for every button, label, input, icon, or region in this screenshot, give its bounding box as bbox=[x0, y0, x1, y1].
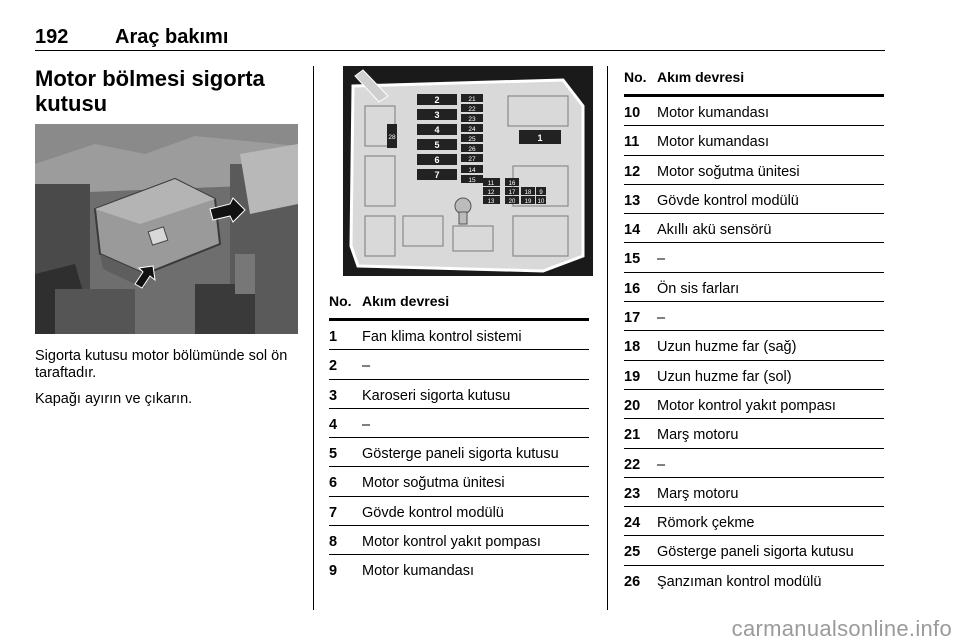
table-row: 12 Motor soğutma ünitesi bbox=[624, 156, 884, 185]
svg-text:12: 12 bbox=[487, 190, 495, 196]
fuse-box-diagram bbox=[343, 66, 593, 276]
table-row: 4 – bbox=[329, 409, 589, 438]
svg-text:15: 15 bbox=[468, 177, 476, 184]
col-no-header: No. bbox=[624, 69, 647, 85]
paragraph: Sigorta kutusu motor bölümünde sol ön taraftadır. bbox=[35, 348, 288, 381]
table-row: 9 Motor kumandası bbox=[329, 563, 475, 580]
svg-text:26: 26 bbox=[468, 146, 476, 153]
table-row: 2 – bbox=[329, 350, 589, 379]
col-circuit-header: Akım devresi bbox=[362, 293, 450, 309]
engine-bay-photo bbox=[35, 124, 298, 334]
table-row: 23 Marş motoru bbox=[624, 478, 884, 507]
svg-text:13: 13 bbox=[487, 199, 495, 205]
table-row: 22 – bbox=[624, 449, 884, 478]
table-row: 10 Motor kumandası bbox=[624, 97, 884, 126]
fuse-table-left bbox=[329, 290, 589, 584]
section-title: Motor bölmesi sigorta kutusu bbox=[35, 66, 265, 116]
table-row: 20 Motor kontrol yakıt pompası bbox=[624, 390, 884, 419]
col-circuit-header: Akım devresi bbox=[657, 69, 745, 85]
svg-text:24: 24 bbox=[468, 126, 476, 133]
svg-text:9: 9 bbox=[539, 190, 543, 196]
table-row: 25 Gösterge paneli sigorta kutusu bbox=[624, 536, 884, 565]
table-row: 3 Karoseri sigorta kutusu bbox=[329, 380, 589, 409]
page-number: 192 bbox=[35, 26, 69, 48]
column-divider bbox=[607, 66, 608, 610]
page-header bbox=[35, 22, 885, 51]
column-divider bbox=[313, 66, 314, 610]
table-row: 15 – bbox=[624, 243, 884, 272]
svg-text:16: 16 bbox=[508, 181, 516, 187]
svg-text:20: 20 bbox=[508, 199, 516, 205]
svg-text:10: 10 bbox=[537, 199, 545, 205]
svg-text:5: 5 bbox=[434, 140, 440, 150]
svg-text:25: 25 bbox=[468, 136, 476, 143]
table-row: 16 Ön sis farları bbox=[624, 273, 884, 302]
table-row: 11 Motor kumandası bbox=[624, 126, 884, 155]
table-row: 14 Akıllı akü sensörü bbox=[624, 214, 884, 243]
table-row: 24 Römork çekme bbox=[624, 507, 884, 536]
table-header bbox=[329, 290, 589, 321]
table-row: 6 Motor soğutma ünitesi bbox=[329, 467, 589, 496]
svg-text:27: 27 bbox=[468, 156, 476, 163]
watermark: carmanualsonline.info bbox=[731, 616, 952, 641]
svg-text:3: 3 bbox=[434, 110, 440, 120]
table-row: 19 Uzun huzme far (sol) bbox=[624, 361, 884, 390]
svg-text:21: 21 bbox=[468, 96, 476, 103]
svg-text:28: 28 bbox=[388, 134, 396, 141]
svg-text:17: 17 bbox=[508, 190, 516, 196]
svg-text:2: 2 bbox=[434, 95, 440, 105]
table-row: 5 Gösterge paneli sigorta kutusu bbox=[329, 438, 589, 467]
paragraph: Kapağı ayırın ve çıkarın. bbox=[35, 391, 193, 407]
svg-text:4: 4 bbox=[434, 125, 440, 135]
svg-text:1: 1 bbox=[537, 133, 543, 143]
svg-text:23: 23 bbox=[468, 116, 476, 123]
svg-text:14: 14 bbox=[468, 167, 476, 174]
table-row: 7 Gövde kontrol modülü bbox=[329, 497, 589, 526]
table-row: 8 Motor kontrol yakıt pompası bbox=[329, 526, 589, 555]
svg-text:6: 6 bbox=[434, 155, 440, 165]
table-row: 26 Şanzıman kontrol modülü bbox=[624, 573, 822, 590]
chapter-title: Araç bakımı bbox=[115, 26, 229, 48]
table-row: 1 Fan klima kontrol sistemi bbox=[329, 321, 589, 350]
table-header bbox=[624, 66, 884, 97]
svg-text:18: 18 bbox=[524, 190, 532, 196]
col-no-header: No. bbox=[329, 293, 352, 309]
svg-text:22: 22 bbox=[468, 106, 476, 113]
fuse-table-right bbox=[624, 66, 884, 594]
section-description bbox=[35, 348, 300, 417]
svg-text:7: 7 bbox=[434, 170, 440, 180]
svg-text:19: 19 bbox=[524, 199, 532, 205]
table-row: 17 – bbox=[624, 302, 884, 331]
table-row: 18 Uzun huzme far (sağ) bbox=[624, 331, 884, 360]
table-row: 21 Marş motoru bbox=[624, 419, 884, 448]
svg-text:11: 11 bbox=[487, 181, 495, 187]
table-row: 13 Gövde kontrol modülü bbox=[624, 185, 884, 214]
